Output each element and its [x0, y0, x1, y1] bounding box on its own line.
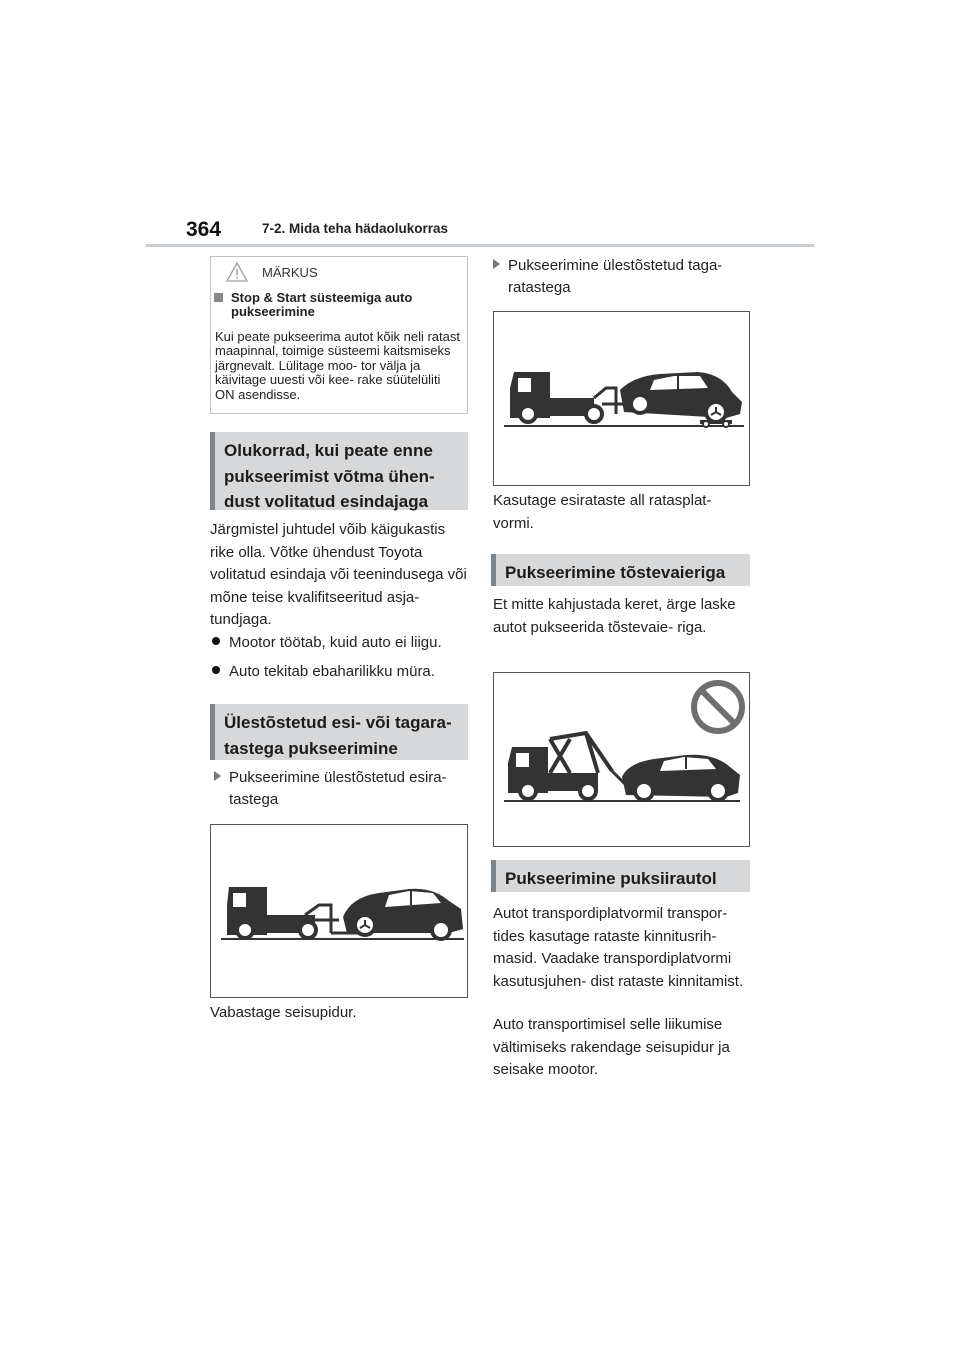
heading-flatbed: Pukseerimine puksiirautol: [491, 860, 750, 892]
list-item: Auto tekitab ebaharilikku müra.: [212, 661, 468, 683]
page-number: 364: [186, 218, 222, 241]
heading-raised-wheels: Ülestõstetud esi- või tagara- tastega pukseerimine: [210, 704, 468, 760]
notice-subtitle-text: Stop & Start süsteemiga auto pukseerimine: [231, 290, 413, 319]
bullet-icon: [212, 637, 220, 645]
caption-parking-brake: Vabastage seisupidur.: [210, 1004, 357, 1021]
paragraph-sling-warning: Et mitte kahjustada keret, ärge laske autot pukseerida tõstevaie- riga.: [493, 596, 736, 636]
caption-wheel-dolly: Kasutage esirataste all ratasplat- vormi.: [493, 492, 712, 532]
header-divider: [146, 244, 814, 247]
subtitle-rear-raised: Pukseerimine ülestõstetud taga- ratastega: [493, 255, 764, 299]
paragraph-flatbed-brake: Auto transportimisel selle liikumise vältimiseks rakendage seisupidur ja seisake mootor.: [493, 1016, 730, 1079]
figure-tow-front-raised: [210, 824, 468, 998]
list-item: Mootor töötab, kuid auto ei liigu.: [212, 632, 468, 654]
prohibition-icon: [694, 683, 742, 731]
triangle-right-icon: [214, 771, 221, 781]
paragraph-transmission: Järgmistel juhtudel võib käigukastis rike olla. Võtke ühendust Toyota volitatud esindaja või teenindusega või mõne teise kvalifitseeritud asja- tundjaga.: [210, 521, 467, 629]
heading-sling-type: Pukseerimine tõstevaieriga: [491, 554, 750, 586]
tow-truck-dolly-illustration: [494, 312, 749, 485]
figure-sling-tow-prohibited: [493, 672, 750, 847]
triangle-right-icon: [493, 259, 500, 269]
bullet-icon: [212, 666, 220, 674]
subtitle-front-raised: Pukseerimine ülestõstetud esira- tastega: [214, 767, 483, 811]
paragraph-flatbed-straps: Autot transpordiplatvormil transpor- tides kasutage rataste kinnitusrih- masid. Vaadake transpordiplatvormi kasutusjuhen- dist rataste kinnitamist.: [493, 905, 744, 990]
sling-tow-illustration: [494, 673, 749, 846]
square-bullet-icon: [214, 293, 223, 302]
tow-truck-illustration: [211, 825, 467, 997]
section-title: 7-2. Mida teha hädaolukorras: [262, 221, 449, 236]
notice-body: Kui peate pukseerima autot kõik neli ratast maapinnal, toimige süsteemi kaitsmiseks järgnevalt. Lülitage moo- tor välja ja käivitage uuesti või kee- rake süütelüliti ON asendisse.: [215, 329, 460, 402]
figure-tow-rear-raised: [493, 311, 750, 486]
warning-triangle-icon: [226, 262, 248, 287]
notice-subtitle: [214, 291, 454, 319]
heading-contact-dealer: Olukorrad, kui peate enne pukseerimist võtma ühen- dust volitatud esindajaga: [210, 432, 468, 510]
notice-title: MÄRKUS: [262, 265, 318, 280]
